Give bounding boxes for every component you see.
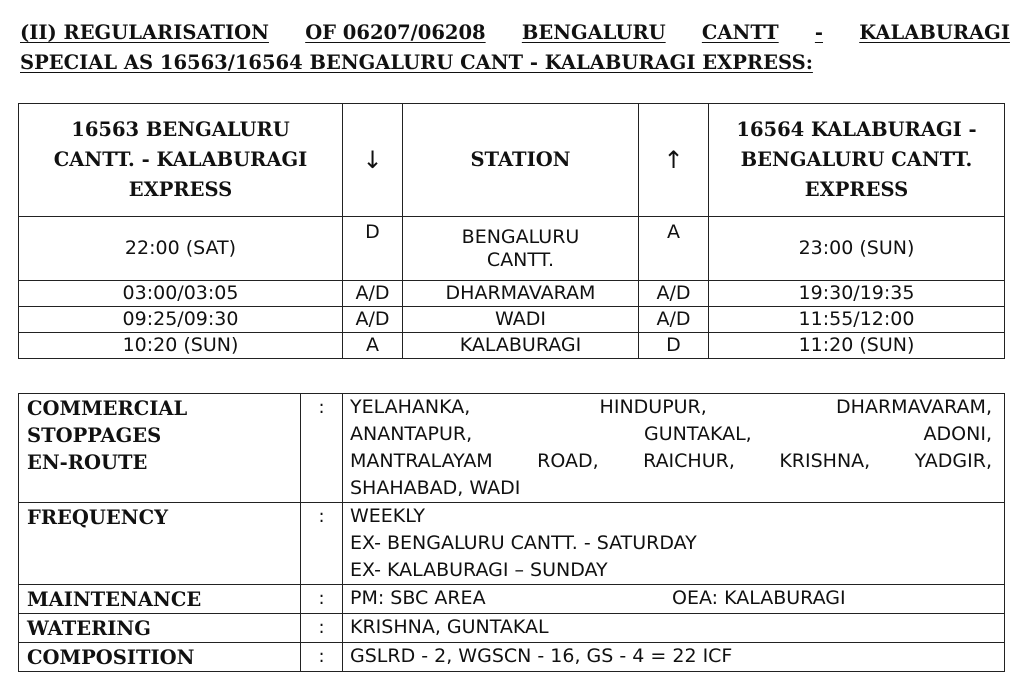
table-row (19, 333, 1005, 359)
heading-part: KALABURAGI (859, 21, 1010, 44)
up-flag: A/D (639, 281, 709, 307)
stoppages-line: ANANTAPUR, GUNTAKAL, ADONI, (350, 423, 992, 445)
stoppages-value (343, 394, 1005, 503)
timetable-header-row (19, 104, 1005, 217)
station-name: KALABURAGI (403, 333, 639, 359)
table-row (19, 217, 1005, 281)
up-time: 19:30/19:35 (709, 281, 1005, 307)
composition-row (19, 643, 1005, 672)
down-train-header: 16563 BENGALURU CANTT. - KALABURAGI EXPRESS (19, 104, 343, 217)
heading-line-2: SPECIAL AS 16563/16564 BENGALURU CANT - KALABURAGI EXPRESS: (20, 51, 813, 74)
composition-value: GSLRD - 2, WGSCN - 16, GS - 4 = 22 ICF (343, 643, 1005, 672)
separator: : (301, 394, 343, 503)
down-time: 03:00/03:05 (19, 281, 343, 307)
table-row (19, 281, 1005, 307)
watering-row (19, 614, 1005, 643)
station-name: WADI (403, 307, 639, 333)
stoppages-line: SHAHABAD, WADI (350, 477, 521, 499)
watering-value: KRISHNA, GUNTAKAL (343, 614, 1005, 643)
watering-label: WATERING (19, 614, 301, 643)
separator: : (301, 503, 343, 585)
heading-line-1 (20, 18, 1010, 48)
frequency-row (19, 503, 1005, 585)
maintenance-value (343, 585, 1005, 614)
label-line: STOPPAGES (27, 424, 162, 447)
frequency-line: EX- BENGALURU CANTT. - SATURDAY (350, 532, 697, 554)
stoppages-line: MANTRALAYAM ROAD, RAICHUR, KRISHNA, YADGIR, (350, 450, 992, 472)
heading-part: BENGALURU (521, 21, 666, 44)
separator: : (301, 585, 343, 614)
maintenance-label: MAINTENANCE (19, 585, 301, 614)
label-line: COMMERCIAL (27, 397, 188, 420)
stoppages-row (19, 394, 1005, 503)
frequency-label: FREQUENCY (19, 503, 301, 585)
station-name: BENGALURU CANTT. (403, 217, 639, 281)
heading-part: (II) REGULARISATION (20, 21, 269, 44)
frequency-line: WEEKLY (350, 505, 425, 527)
up-time: 11:55/12:00 (709, 307, 1005, 333)
frequency-line: EX- KALABURAGI – SUNDAY (350, 559, 608, 581)
stoppages-label (19, 394, 301, 503)
heading-part: CANTT (701, 21, 779, 44)
table-row (19, 307, 1005, 333)
separator: : (301, 643, 343, 672)
heading-part: OF 06207/06208 (305, 21, 486, 44)
down-time: 09:25/09:30 (19, 307, 343, 333)
down-arrow-icon: ↓ (343, 104, 403, 217)
maintenance-pm: PM: SBC AREA (350, 587, 486, 609)
up-flag: A/D (639, 307, 709, 333)
station-name: DHARMAVARAM (403, 281, 639, 307)
stoppages-line: YELAHANKA, HINDUPUR, DHARMAVARAM, (350, 396, 992, 418)
label-line: EN-ROUTE (27, 451, 148, 474)
down-flag: D (343, 217, 403, 281)
timetable (18, 103, 1005, 359)
notice-heading (20, 18, 1010, 78)
down-time: 22:00 (SAT) (19, 217, 343, 281)
down-time: 10:20 (SUN) (19, 333, 343, 359)
station-header: STATION (403, 104, 639, 217)
separator: : (301, 614, 343, 643)
frequency-value (343, 503, 1005, 585)
maintenance-row (19, 585, 1005, 614)
down-flag: A/D (343, 281, 403, 307)
up-arrow-icon: ↑ (639, 104, 709, 217)
down-flag: A (343, 333, 403, 359)
up-time: 23:00 (SUN) (709, 217, 1005, 281)
heading-part: - (814, 21, 823, 44)
up-flag: A (639, 217, 709, 281)
up-time: 11:20 (SUN) (709, 333, 1005, 359)
up-flag: D (639, 333, 709, 359)
maintenance-oea: OEA: KALABURAGI (672, 587, 846, 609)
composition-label: COMPOSITION (19, 643, 301, 672)
train-info-table (18, 393, 1005, 672)
down-flag: A/D (343, 307, 403, 333)
up-train-header: 16564 KALABURAGI - BENGALURU CANTT. EXPRESS (709, 104, 1005, 217)
